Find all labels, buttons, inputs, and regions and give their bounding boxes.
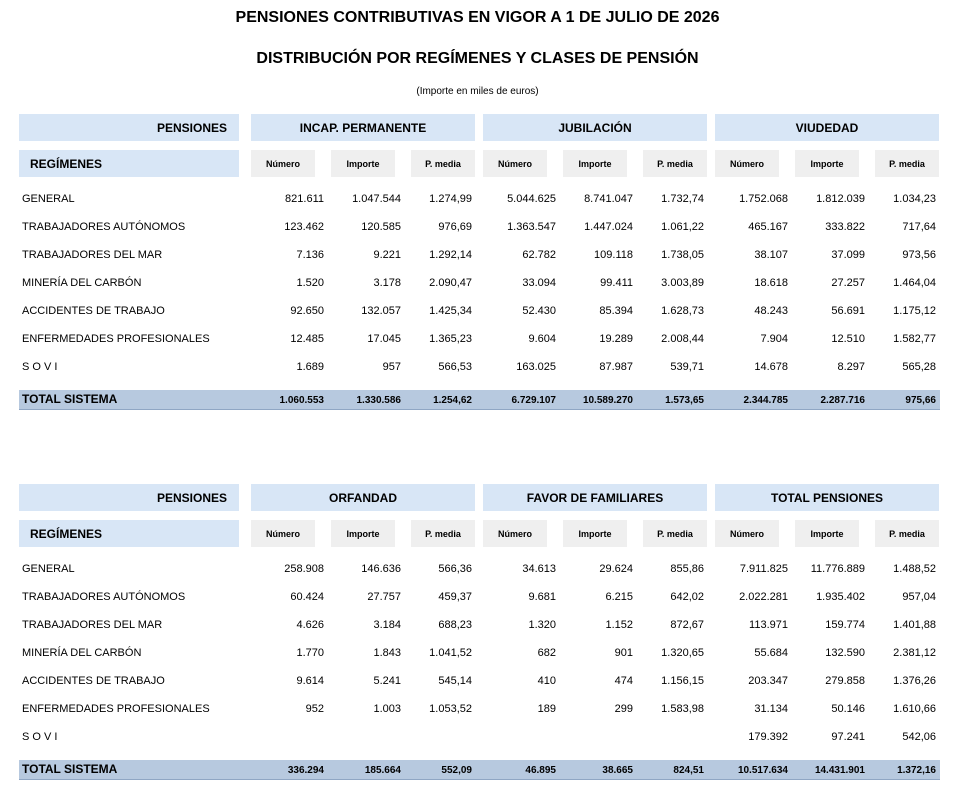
table-cell: 872,67 xyxy=(670,619,704,631)
table-cell: 3.003,89 xyxy=(661,277,704,289)
table-cell: 258.908 xyxy=(284,563,324,575)
table-cell: 2.090,47 xyxy=(429,277,472,289)
table-cell: 957 xyxy=(382,361,401,373)
table-cell: 539,71 xyxy=(670,361,704,373)
column-subheader: Número xyxy=(483,150,547,177)
table-cell: 1.365,23 xyxy=(429,333,472,345)
table-cell: 146.636 xyxy=(361,563,401,575)
table-row xyxy=(0,615,955,635)
column-subheader: Número xyxy=(483,520,547,547)
group-header: ORFANDAD xyxy=(251,484,475,511)
table-cell: 7.911.825 xyxy=(739,563,788,575)
table-cell: 545,14 xyxy=(438,675,472,687)
table-cell: 1.274,99 xyxy=(429,193,472,205)
table-cell: 1.582,77 xyxy=(893,333,936,345)
table-cell: 97.241 xyxy=(831,731,865,743)
table-cell: 1.628,73 xyxy=(661,305,704,317)
table-cell: 2.022.281 xyxy=(739,591,788,603)
table-row xyxy=(0,671,955,691)
table-cell: 410 xyxy=(537,675,556,687)
table-cell: 1.520 xyxy=(296,277,324,289)
column-subheader: Importe xyxy=(795,150,859,177)
table-cell: 1.583,98 xyxy=(661,703,704,715)
row-label: TRABAJADORES DEL MAR xyxy=(22,249,163,261)
table-cell: 952 xyxy=(305,703,324,715)
table-cell: 1.152 xyxy=(605,619,633,631)
table-cell: 123.462 xyxy=(284,221,324,233)
table-cell: 1.488,52 xyxy=(893,563,936,575)
table-cell: 7.136 xyxy=(296,249,324,261)
table-cell: 92.650 xyxy=(290,305,324,317)
column-subheader: Importe xyxy=(795,520,859,547)
table-cell: 203.347 xyxy=(748,675,788,687)
table-cell: 2.008,44 xyxy=(661,333,704,345)
total-cell: 1.372,16 xyxy=(897,765,936,776)
column-subheader: P. media xyxy=(643,520,707,547)
row-label: GENERAL xyxy=(22,563,75,575)
table-cell: 7.904 xyxy=(760,333,788,345)
table-cell: 1.464,04 xyxy=(893,277,936,289)
table-cell: 33.094 xyxy=(522,277,556,289)
total-cell: 2.287.716 xyxy=(820,395,865,406)
table-cell: 9.221 xyxy=(373,249,401,261)
column-subheader: Número xyxy=(715,520,779,547)
column-subheader: P. media xyxy=(875,520,939,547)
column-subheader: Importe xyxy=(563,150,627,177)
row-label: ENFERMEDADES PROFESIONALES xyxy=(22,333,210,345)
table-cell: 9.614 xyxy=(296,675,324,687)
total-cell: 1.254,62 xyxy=(433,395,472,406)
row-label: ENFERMEDADES PROFESIONALES xyxy=(22,703,210,715)
table-cell: 31.134 xyxy=(754,703,788,715)
table-cell: 1.770 xyxy=(296,647,324,659)
table-cell: 12.510 xyxy=(831,333,865,345)
table-cell: 38.107 xyxy=(754,249,788,261)
total-label: TOTAL SISTEMA xyxy=(22,762,118,776)
total-row xyxy=(19,760,940,780)
table-cell: 1.053,52 xyxy=(429,703,472,715)
table-cell: 1.003 xyxy=(373,703,401,715)
table-cell: 56.691 xyxy=(831,305,865,317)
table-cell: 189 xyxy=(537,703,556,715)
column-subheader: Número xyxy=(715,150,779,177)
table-cell: 566,53 xyxy=(438,361,472,373)
column-subheader: P. media xyxy=(411,520,475,547)
table-row xyxy=(0,273,955,293)
table-cell: 459,37 xyxy=(438,591,472,603)
table-cell: 1.047.544 xyxy=(352,193,401,205)
table-cell: 50.146 xyxy=(831,703,865,715)
total-cell: 38.665 xyxy=(602,765,633,776)
total-cell: 1.573,65 xyxy=(665,395,704,406)
table-cell: 1.363.547 xyxy=(507,221,556,233)
table-cell: 821.611 xyxy=(285,193,324,205)
regimenes-header: REGÍMENES xyxy=(19,520,239,547)
table-row xyxy=(0,699,955,719)
table-cell: 14.678 xyxy=(754,361,788,373)
table-row xyxy=(0,643,955,663)
table-cell: 333.822 xyxy=(825,221,865,233)
table-cell: 27.257 xyxy=(831,277,865,289)
column-subheader: P. media xyxy=(875,150,939,177)
regimenes-header: REGÍMENES xyxy=(19,150,239,177)
table-cell: 163.025 xyxy=(516,361,556,373)
group-header: VIUDEDAD xyxy=(715,114,939,141)
table-cell: 37.099 xyxy=(831,249,865,261)
total-row xyxy=(19,390,940,410)
table-cell: 1.320,65 xyxy=(661,647,704,659)
group-header: FAVOR DE FAMILIARES xyxy=(483,484,707,511)
row-label: MINERÍA DEL CARBÓN xyxy=(22,277,142,289)
total-cell: 552,09 xyxy=(441,765,472,776)
total-cell: 824,51 xyxy=(673,765,704,776)
column-subheader: Importe xyxy=(331,150,395,177)
table-cell: 901 xyxy=(614,647,633,659)
table-cell: 1.376,26 xyxy=(893,675,936,687)
row-label: GENERAL xyxy=(22,193,75,205)
page-subtitle: DISTRIBUCIÓN POR REGÍMENES Y CLASES DE PENSIÓN xyxy=(256,50,699,67)
group-header: JUBILACIÓN xyxy=(483,114,707,141)
total-cell: 2.344.785 xyxy=(743,395,788,406)
table-cell: 52.430 xyxy=(522,305,556,317)
total-cell: 336.294 xyxy=(287,765,324,776)
pensiones-header: PENSIONES xyxy=(19,484,239,511)
table-cell: 132.057 xyxy=(361,305,401,317)
table-cell: 474 xyxy=(614,675,633,687)
row-label: S O V I xyxy=(22,731,58,743)
table-row xyxy=(0,301,955,321)
table-cell: 8.741.047 xyxy=(584,193,633,205)
table-cell: 566,36 xyxy=(438,563,472,575)
column-subheader: P. media xyxy=(411,150,475,177)
table-cell: 62.782 xyxy=(522,249,556,261)
table-cell: 29.624 xyxy=(599,563,633,575)
table-cell: 1.689 xyxy=(296,361,324,373)
table-row xyxy=(0,189,955,209)
table-cell: 957,04 xyxy=(902,591,936,603)
table-row xyxy=(0,357,955,377)
table-cell: 4.626 xyxy=(296,619,324,631)
table-cell: 132.590 xyxy=(825,647,865,659)
table-cell: 279.858 xyxy=(825,675,865,687)
table-cell: 855,86 xyxy=(670,563,704,575)
table-row xyxy=(0,245,955,265)
column-subheader: Número xyxy=(251,150,315,177)
table-cell: 60.424 xyxy=(290,591,324,603)
table-cell: 9.604 xyxy=(528,333,556,345)
table-cell: 2.381,12 xyxy=(893,647,936,659)
table-cell: 688,23 xyxy=(438,619,472,631)
table-cell: 1.738,05 xyxy=(661,249,704,261)
total-cell: 6.729.107 xyxy=(511,395,556,406)
table-cell: 27.757 xyxy=(367,591,401,603)
total-cell: 46.895 xyxy=(525,765,556,776)
table-cell: 642,02 xyxy=(670,591,704,603)
table-cell: 87.987 xyxy=(599,361,633,373)
table-cell: 99.411 xyxy=(600,277,633,289)
column-subheader: P. media xyxy=(643,150,707,177)
table-cell: 1.935.402 xyxy=(816,591,865,603)
total-cell: 1.060.553 xyxy=(279,395,324,406)
table-cell: 1.752.068 xyxy=(739,193,788,205)
table-cell: 159.774 xyxy=(825,619,865,631)
table-cell: 8.297 xyxy=(837,361,865,373)
table-row xyxy=(0,329,955,349)
table-cell: 682 xyxy=(537,647,556,659)
table-cell: 113.971 xyxy=(749,619,788,631)
table-cell: 1.812.039 xyxy=(816,193,865,205)
row-label: TRABAJADORES AUTÓNOMOS xyxy=(22,591,186,603)
table-cell: 55.684 xyxy=(754,647,788,659)
table-cell: 48.243 xyxy=(754,305,788,317)
total-cell: 10.589.270 xyxy=(582,395,633,406)
table-cell: 717,64 xyxy=(902,221,936,233)
table-cell: 179.392 xyxy=(748,731,788,743)
table-cell: 973,56 xyxy=(902,249,936,261)
column-subheader: Importe xyxy=(331,520,395,547)
row-label: TRABAJADORES DEL MAR xyxy=(22,619,163,631)
table-cell: 565,28 xyxy=(902,361,936,373)
table-cell: 5.044.625 xyxy=(507,193,556,205)
total-cell: 185.664 xyxy=(364,765,401,776)
table-cell: 34.613 xyxy=(522,563,556,575)
table-row xyxy=(0,559,955,579)
table-row xyxy=(0,727,955,747)
group-header: TOTAL PENSIONES xyxy=(715,484,939,511)
table-cell: 12.485 xyxy=(290,333,324,345)
row-label: S O V I xyxy=(22,361,58,373)
table-cell: 109.118 xyxy=(594,249,633,261)
table-cell: 1.447.024 xyxy=(584,221,633,233)
row-label: MINERÍA DEL CARBÓN xyxy=(22,647,142,659)
table-cell: 11.776.889 xyxy=(810,563,865,575)
table-cell: 1.401,88 xyxy=(893,619,936,631)
table-cell: 1.034,23 xyxy=(893,193,936,205)
pensiones-header: PENSIONES xyxy=(19,114,239,141)
table-cell: 1.061,22 xyxy=(661,221,704,233)
table-cell: 6.215 xyxy=(605,591,633,603)
table-cell: 1.610,66 xyxy=(893,703,936,715)
table-cell: 976,69 xyxy=(438,221,472,233)
table-row xyxy=(0,587,955,607)
row-label: ACCIDENTES DE TRABAJO xyxy=(22,675,165,687)
row-label: ACCIDENTES DE TRABAJO xyxy=(22,305,165,317)
table-cell: 1.156,15 xyxy=(661,675,704,687)
table-cell: 1.320 xyxy=(528,619,556,631)
table-cell: 19.289 xyxy=(599,333,633,345)
table-cell: 3.184 xyxy=(373,619,401,631)
total-cell: 975,66 xyxy=(905,395,936,406)
table-cell: 120.585 xyxy=(361,221,401,233)
column-subheader: Importe xyxy=(563,520,627,547)
table-cell: 1.041,52 xyxy=(429,647,472,659)
table-cell: 1.732,74 xyxy=(661,193,704,205)
page-title: PENSIONES CONTRIBUTIVAS EN VIGOR A 1 DE JULIO DE 2026 xyxy=(235,9,720,26)
total-cell: 14.431.901 xyxy=(814,765,865,776)
table-cell: 18.618 xyxy=(754,277,788,289)
table-cell: 5.241 xyxy=(373,675,401,687)
total-cell: 1.330.586 xyxy=(356,395,401,406)
table-cell: 1.425,34 xyxy=(429,305,472,317)
table-cell: 1.843 xyxy=(373,647,401,659)
table-cell: 17.045 xyxy=(367,333,401,345)
total-label: TOTAL SISTEMA xyxy=(22,392,118,406)
table-cell: 3.178 xyxy=(373,277,401,289)
table-cell: 9.681 xyxy=(528,591,556,603)
table-cell: 465.167 xyxy=(748,221,788,233)
table-cell: 1.292,14 xyxy=(429,249,472,261)
units-note: (Importe en miles de euros) xyxy=(416,86,539,97)
row-label: TRABAJADORES AUTÓNOMOS xyxy=(22,221,186,233)
total-cell: 10.517.634 xyxy=(737,765,788,776)
table-cell: 1.175,12 xyxy=(893,305,936,317)
column-subheader: Número xyxy=(251,520,315,547)
table-cell: 299 xyxy=(614,703,633,715)
table-cell: 85.394 xyxy=(599,305,633,317)
table-row xyxy=(0,217,955,237)
table-cell: 542,06 xyxy=(902,731,936,743)
group-header: INCAP. PERMANENTE xyxy=(251,114,475,141)
